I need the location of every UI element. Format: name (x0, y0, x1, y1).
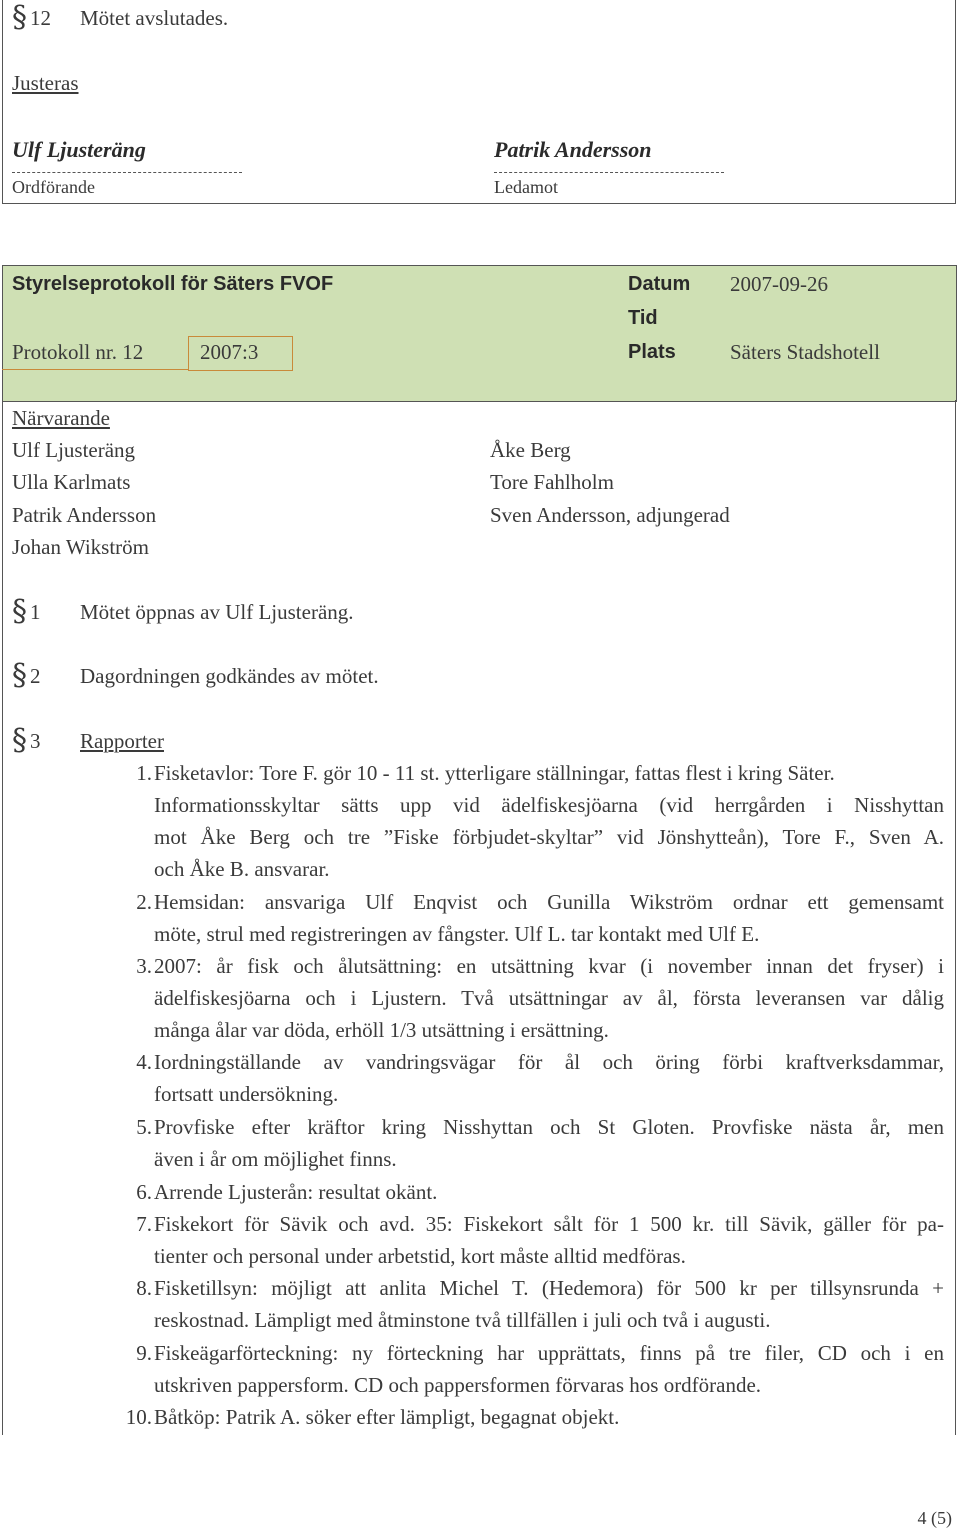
signature-chair-name: Ulf Ljusteräng (12, 137, 146, 162)
protokoll-underline (2, 369, 188, 370)
section-2-text: Dagordningen godkändes av mötet. (80, 664, 379, 688)
report-7-number: 7. (136, 1212, 152, 1236)
attendee-right-1: Åke Berg (490, 438, 571, 462)
report-1-number: 1. (136, 761, 152, 785)
section-1-number: 1 (30, 600, 41, 624)
report-9 (154, 1337, 944, 1401)
report-2-line-2: möte, strul med registreringen av fångster. Ulf L. tar kontakt med Ulf E. (154, 922, 760, 946)
report-10 (154, 1401, 944, 1433)
report-1 (154, 757, 944, 885)
justeras-label: Justeras (12, 71, 79, 95)
section-2-number: 2 (30, 664, 41, 688)
report-10-line-1: Båtköp: Patrik A. söker efter lämpligt, begagnat objekt. (154, 1405, 620, 1429)
report-9-line-1: Fiskeägarförteckning: ny förteckning har upprättats, finns på tre filer, CD och i en (154, 1341, 944, 1365)
section-symbol-icon: § (12, 723, 27, 758)
protokoll-value: 2007:3 (200, 340, 259, 364)
section-symbol-icon: § (12, 0, 27, 35)
section-text: Mötet avslutades. (80, 6, 229, 30)
attendee-left-1: Ulf Ljusteräng (12, 438, 136, 462)
section-3-symbol (12, 725, 27, 759)
report-1-line-4: och Åke B. ansvarar. (154, 857, 330, 881)
plats-label: Plats (628, 341, 676, 363)
report-4-number: 4. (136, 1050, 152, 1074)
report-10-number: 10. (125, 1405, 152, 1429)
report-5-number: 5. (136, 1115, 152, 1139)
frame-right-body (955, 400, 956, 1435)
report-6 (154, 1176, 944, 1208)
report-8-line-2: reskostnad. Lämpligt med åtminstone två tillfällen i juli och två i augusti. (154, 1308, 771, 1332)
protocol-title: Styrelseprotokoll för Säters FVOF (12, 273, 334, 295)
report-9-number: 9. (136, 1341, 152, 1365)
section-2-symbol (12, 660, 27, 694)
attendee-right-3: Sven Andersson, adjungerad (490, 503, 730, 527)
report-5-line-1: Provfiske efter kräftor kring Nisshyttan och St Gloten. Provfiske nästa år, men (154, 1115, 944, 1139)
frame-left-top (2, 0, 3, 204)
report-5 (154, 1111, 944, 1175)
attendee-left-4: Johan Wikström (12, 535, 150, 559)
frame-bottom-top (2, 203, 956, 204)
report-4 (154, 1046, 944, 1110)
datum-value: 2007-09-26 (730, 272, 828, 296)
report-2 (154, 886, 944, 950)
protokoll-label: Protokoll nr. 12 (12, 340, 144, 364)
report-7-line-2: tienter och personal under arbetstid, kort måste alltid medföras. (154, 1244, 686, 1268)
report-8 (154, 1272, 944, 1336)
report-1-line-2: Informationsskyltar sätts upp vid ädelfiskesjöarna (vid herrgården i Nisshyttan (154, 793, 944, 817)
report-7 (154, 1208, 944, 1272)
frame-right-top (955, 0, 956, 204)
report-4-line-2: fortsatt undersökning. (154, 1082, 339, 1106)
page-number: 4 (5) (917, 1508, 952, 1528)
signature-member-role: Ledamot (494, 177, 558, 197)
report-1-line-3: mot Åke Berg och tre ”Fiske förbjudet-skyltar” vid Jönshytteån), Tore F., Sven A. (154, 825, 944, 849)
report-4-line-1: Iordningställande av vandringsvägar för ål och öring förbi kraftverksdammar, (154, 1050, 944, 1074)
report-3-line-1: 2007: år fisk och ålutsättning: en utsättning kvar (i november innan det fryser) i (154, 954, 944, 978)
section-symbol-icon: § (12, 594, 27, 629)
report-1-line-1: Fisketavlor: Tore F. gör 10 - 11 st. ytterligare ställningar, fattas flest i kring Säter. (154, 761, 835, 785)
attendee-left-2: Ulla Karlmats (12, 470, 131, 494)
report-2-number: 2. (136, 890, 152, 914)
section-symbol-icon: § (12, 658, 27, 693)
report-9-line-2: utskriven pappersform. CD och pappersformen förvaras hos ordförande. (154, 1373, 762, 1397)
report-5-line-2: även i år om möjlighet finns. (154, 1147, 397, 1171)
datum-label: Datum (628, 273, 691, 295)
report-3-number: 3. (136, 954, 152, 978)
report-6-line-1: Arrende Ljusterån: resultat okänt. (154, 1180, 438, 1204)
section-1-symbol (12, 596, 27, 630)
section-3-number: 3 (30, 729, 41, 753)
report-6-number: 6. (136, 1180, 152, 1204)
attendee-right-2: Tore Fahlholm (490, 470, 614, 494)
attendees-heading: Närvarande (12, 406, 110, 430)
section-1-text: Mötet öppnas av Ulf Ljusteräng. (80, 600, 354, 624)
signature-member-name: Patrik Andersson (494, 137, 652, 162)
report-3-line-2: ädelfiskesjöarna och i Ljustern. Två utsättningar av ål, första leveransen var dålig (154, 986, 944, 1010)
report-8-number: 8. (136, 1276, 152, 1300)
frame-left-body (2, 400, 3, 1435)
tid-label: Tid (628, 307, 658, 329)
attendee-left-3: Patrik Andersson (12, 503, 157, 527)
section-3-text: Rapporter (80, 729, 164, 753)
section-12 (12, 2, 27, 36)
plats-value: Säters Stadshotell (730, 340, 880, 364)
signature-chair-role: Ordförande (12, 177, 95, 197)
report-8-line-1: Fisketillsyn: möjligt att anlita Michel T. (Hedemora) för 500 kr per tillsynsrunda + (154, 1276, 944, 1300)
report-3-line-3: många ålar var döda, erhöll 1/3 utsättning i ersättning. (154, 1018, 609, 1042)
section-number: 12 (30, 6, 51, 30)
report-3 (154, 950, 944, 1046)
report-2-line-1: Hemsidan: ansvariga Ulf Enqvist och Gunilla Wikström ordnar ett gemensamt (154, 890, 944, 914)
report-7-line-1: Fiskekort för Sävik och avd. 35: Fiskekort sålt för 1 500 kr. till Sävik, gäller för pa- (154, 1212, 944, 1236)
